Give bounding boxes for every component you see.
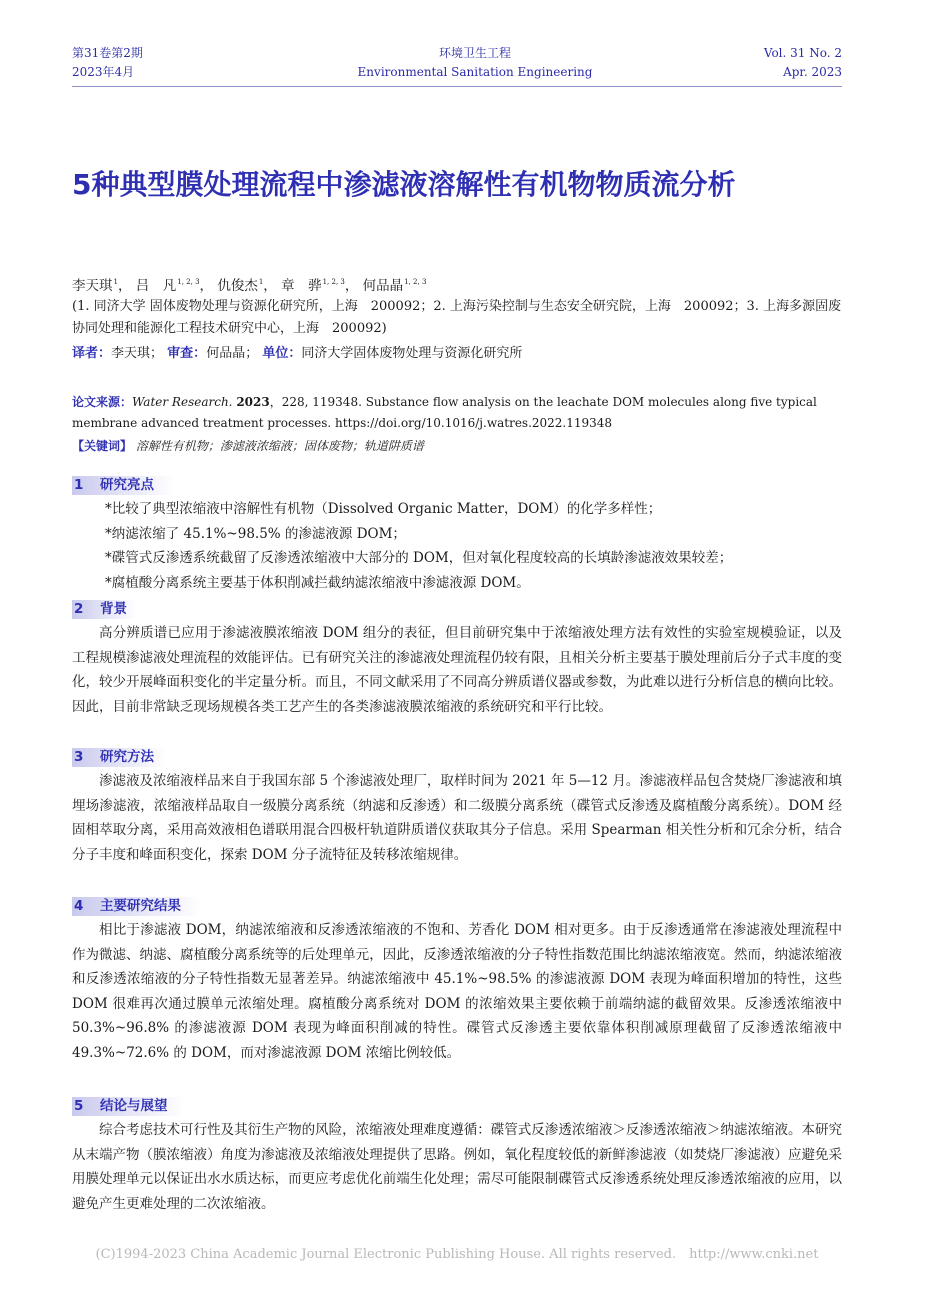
author-affil-sup: 1, 2, 3: [177, 278, 200, 286]
author-list: 李天琪$^1$， 吕 凡$^{1, 2, 3}$， 仇俊杰$^1$， 章 骅$^{1, 2, 3}$， 何品晶$^{1, 2, 3}$: [72, 278, 427, 294]
credits-line: [72, 343, 522, 365]
highlights-list: [105, 497, 845, 595]
highlight-item: *腐植酸分离系统主要基于体积削减拦截纳滤浓缩液中渗滤液源 DOM。: [105, 574, 530, 591]
author-affil-sup: 1, 2, 3: [404, 278, 427, 286]
journal-volume: [764, 44, 842, 82]
author-name: 仇俊杰: [217, 278, 258, 294]
section-heading-highlights: [72, 476, 174, 495]
article-title: 5种典型膜处理流程中渗滤液溶解性有机物物质流分析: [72, 168, 736, 201]
affiliations: (1. 同济大学 固体废物处理与资源化研究所，上海 200092；2. 上海污染控制与生态安全研究院，上海 200092；3. 上海多源固废协同处理和能源化工程技术研究中心，上海 200092): [72, 299, 842, 336]
journal-name-cn: 环境卫生工程: [438, 46, 511, 60]
translator-name: 李天琪；: [111, 346, 164, 361]
keywords: [72, 436, 424, 456]
author-name: 章 骅: [281, 278, 322, 294]
issue-volume: 第31卷第2期: [72, 46, 143, 60]
translator-label: 译者：: [72, 346, 112, 361]
section-number: 1: [74, 477, 84, 493]
keywords-label: 【关键词】: [72, 439, 133, 453]
author-affil-sup: 1: [258, 278, 264, 286]
section-title: 背景: [100, 601, 127, 617]
paper-source: [72, 392, 832, 434]
source-label: 论文来源：: [72, 395, 133, 409]
unit-label: 单位：: [262, 346, 302, 361]
section-heading-methods: [72, 748, 166, 767]
section-title: 研究亮点: [100, 477, 154, 493]
journal-name-en: Environmental Sanitation Engineering: [357, 65, 593, 79]
keywords-value: 溶解性有机物；渗滤液浓缩液；固体废物；轨道阱质谱: [135, 439, 424, 453]
copyright-footer: (C)1994-2023 China Academic Journal Electronic Publishing House. All rights reserved. http://www.cnki.net: [95, 1247, 819, 1262]
background-paragraph: 高分辨质谱已应用于渗滤液膜浓缩液 DOM 组分的表征，但目前研究集中于浓缩液处理方法有效性的实验室规模验证，以及工程规模渗滤液处理流程的效能评估。已有研究关注的渗滤液处理流程仍较有限，且相关分析主要基于膜处理前后分子式丰度的变化，较少开展峰面积变化的半定量分析。而且，不同文献采用了不同高分辨质谱仪器或参数，为此难以进行分析信息的横向比较。因此，目前非常缺乏现场规模各类工艺产生的各类渗滤液膜浓缩液的系统研究和平行比较。: [72, 625, 842, 715]
section-number: 5: [74, 1098, 84, 1114]
author-affil-sup: 1: [113, 278, 118, 286]
reviewer-label: 审查：: [167, 346, 207, 361]
methods-paragraph: 渗滤液及浓缩液样品来自于我国东部 5 个渗滤液处理厂，取样时间为 2021 年 5—12 月。渗滤液样品包含焚烧厂渗滤液和填埋场渗滤液，浓缩液样品取自一级膜分离系统（纳滤和反渗透）和二级膜分离系统（碟管式反渗透及腐植酸分离系统）。DOM 经固相萃取分离，采用高效液相色谱联用混合四极杆轨道阱质谱仪获取其分子信息。采用 Spearman 相关性分析和冗余分析，结合分子丰度和峰面积变化，探索 DOM 分子流特征及转移浓缩规律。: [72, 773, 842, 863]
source-citation: ，228, 119348. Substance flow analysis on the leachate DOM molecules along five typical membrane advanced treatment processes. https://doi.org/10.1016/j.watres.2022.119348: [72, 395, 817, 430]
source-year: 2023: [236, 395, 270, 409]
unit-name: 同济大学固体废物处理与资源化研究所: [301, 346, 523, 361]
section-title: 主要研究结果: [100, 898, 181, 914]
section-number: 2: [74, 601, 84, 617]
section-heading-conclusion: [72, 1097, 184, 1116]
reviewer-name: 何品晶；: [206, 346, 259, 361]
date-en: Apr. 2023: [783, 65, 842, 79]
author-name: 何品晶: [362, 278, 404, 294]
section-number: 3: [74, 749, 84, 765]
section-title: 结论与展望: [100, 1098, 168, 1114]
conclusion-paragraph: 综合考虑技术可行性及其衍生产物的风险，浓缩液处理难度遵循：碟管式反渗透浓缩液＞反渗透浓缩液＞纳滤浓缩液。本研究从末端产物（膜浓缩液）角度为渗滤液及浓缩液处理提供了思路。例如，氧化程度较低的新鲜渗滤液（如焚烧厂渗滤液）应避免采用膜处理单元以保证出水水质达标，而更应考虑优化前端生化处理；需尽可能限制碟管式反渗透系统处理反渗透浓缩液的应用，以避免产生更难处理的二次浓缩液。: [72, 1122, 842, 1212]
author-affil-sup: 1, 2, 3: [322, 278, 345, 286]
highlight-item: *比较了典型浓缩液中溶解性有机物（Dissolved Organic Matter，DOM）的化学多样性；: [105, 501, 662, 517]
author-name: 吕 凡: [135, 278, 177, 294]
results-paragraph: 相比于渗滤液 DOM，纳滤浓缩液和反渗透浓缩液的不饱和、芳香化 DOM 相对更多。由于反渗透通常在渗滤液处理流程中作为微滤、纳滤、腐植酸分离系统等的后处理单元，因此，反渗透浓缩液的分子特性指数范围比纳滤浓缩液宽。然而，纳滤浓缩液和反渗透浓缩液的分子特性指数无显著差异。纳滤浓缩液中 45.1%~98.5% 的渗滤液源 DOM 表现为峰面积增加的特性，这些 DOM 很难再次通过膜单元浓缩处理。腐植酸分离系统对 DOM 的浓缩效果主要依赖于前端纳滤的截留效果。反渗透浓缩液中 50.3%~96.8% 的渗滤液源 DOM 表现为峰面积削减的特性。碟管式反渗透主要依靠体积削减原理截留了反渗透浓缩液中 49.3%~72.6% 的 DOM，而对渗滤液源 DOM 浓缩比例较低。: [72, 922, 842, 1061]
highlight-item: *纳滤浓缩了 45.1%~98.5% 的渗滤液源 DOM；: [105, 525, 406, 542]
source-journal: Water Research.: [132, 395, 233, 409]
header-divider: [72, 86, 842, 87]
volume-en: Vol. 31 No. 2: [763, 46, 842, 60]
author-name: 李天琪: [72, 278, 113, 294]
section-number: 4: [74, 898, 84, 914]
section-heading-results: [72, 897, 202, 916]
section-title: 研究方法: [100, 749, 154, 765]
issue-date: 2023年4月: [72, 65, 135, 79]
section-heading-background: [72, 600, 136, 619]
highlight-item: *碟管式反渗透系统截留了反渗透浓缩液中大部分的 DOM，但对氧化程度较高的长填龄渗滤液效果较差；: [105, 550, 733, 566]
